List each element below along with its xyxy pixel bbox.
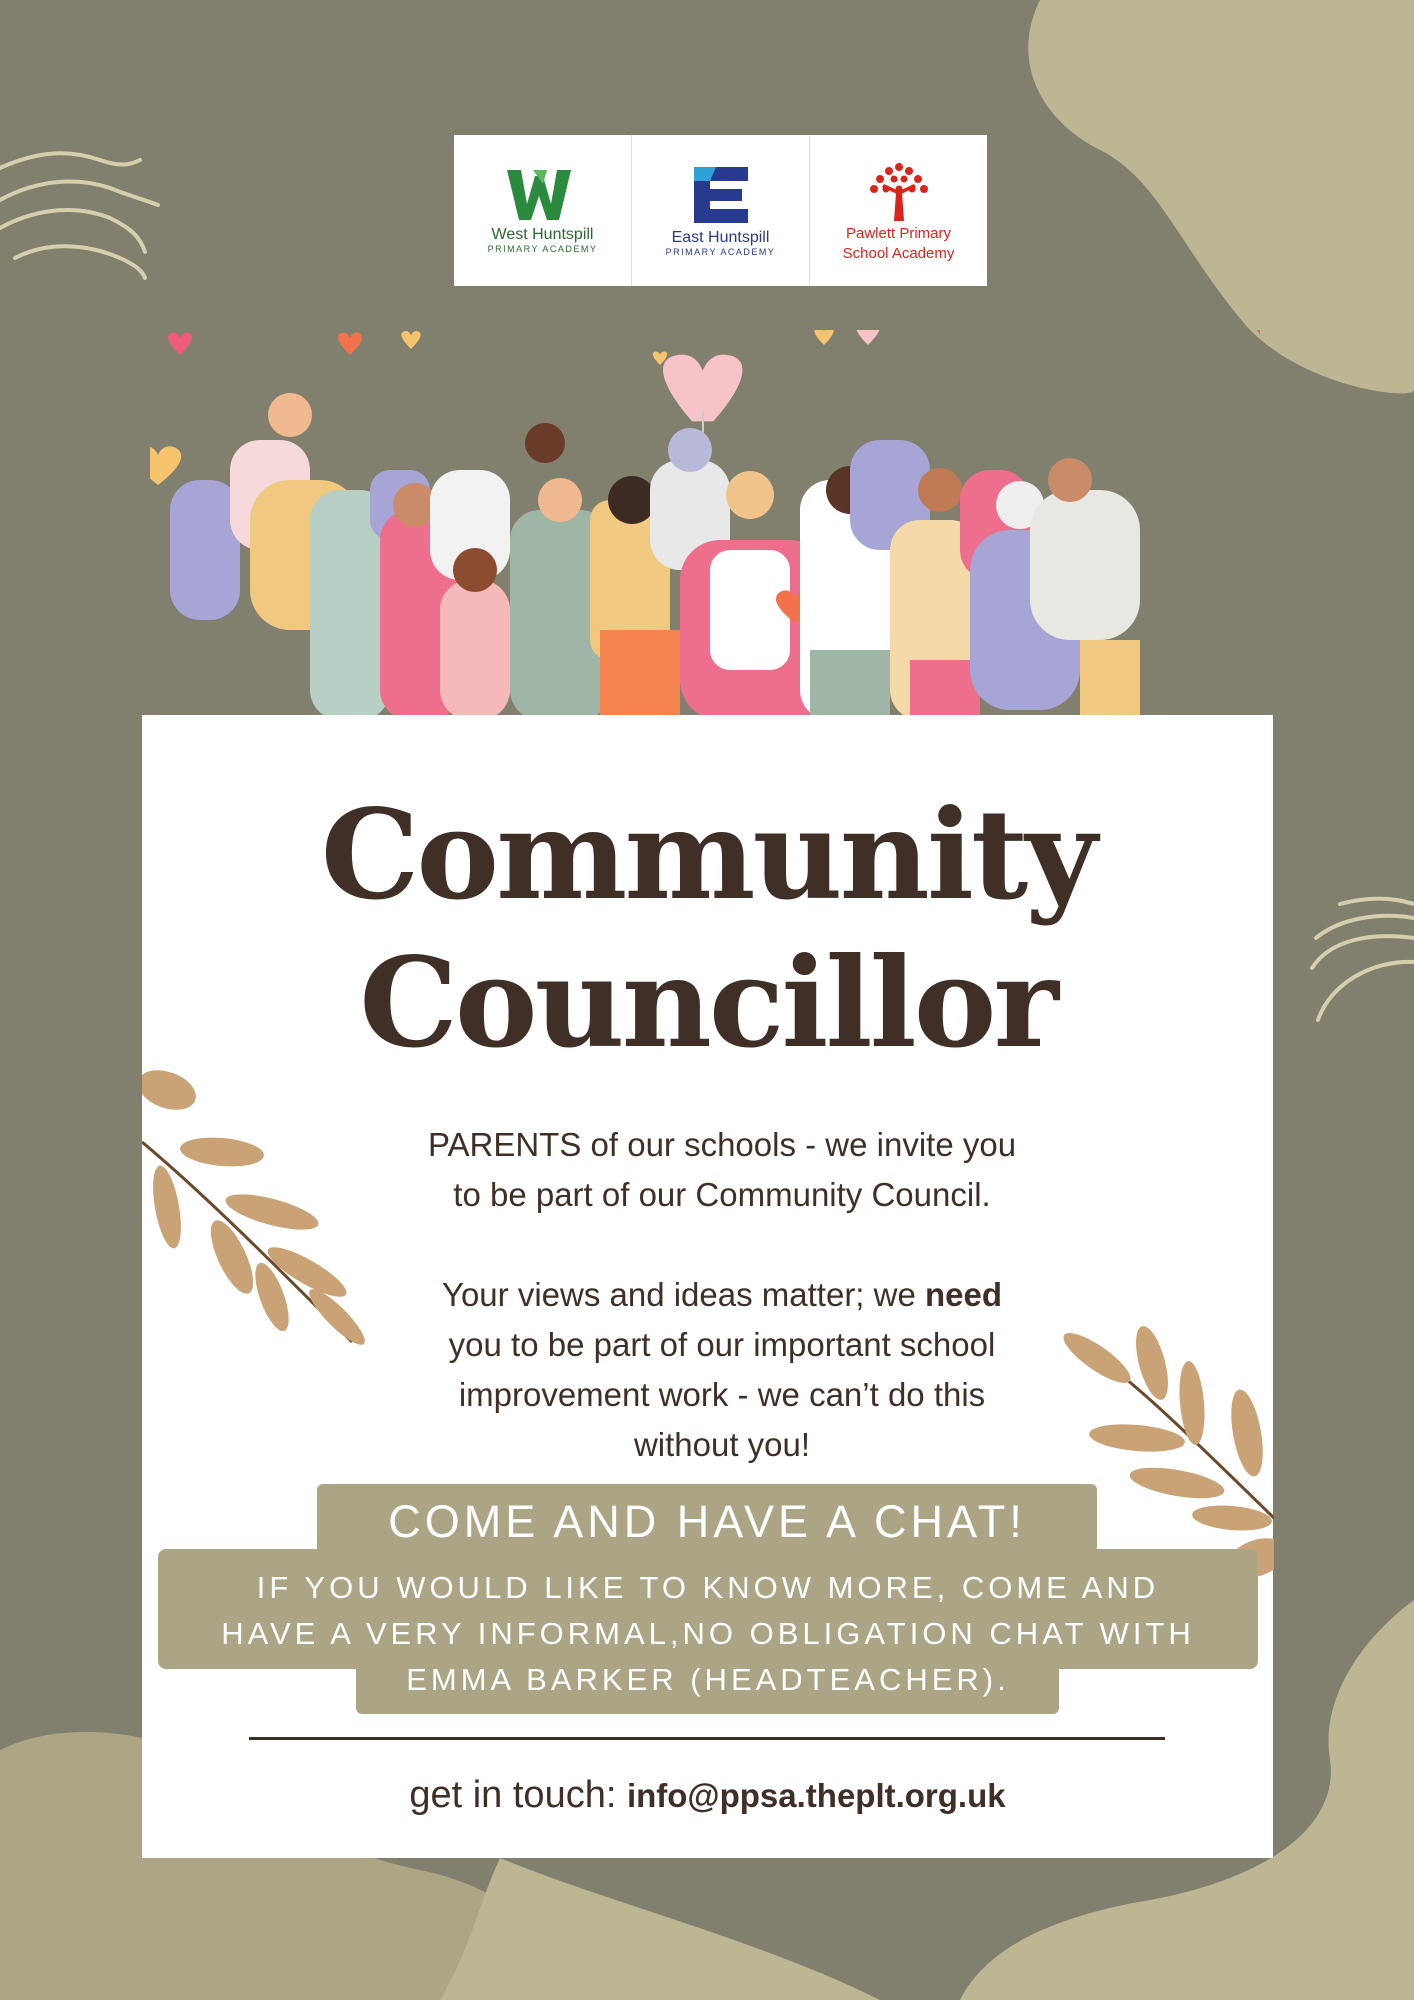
contact-email-link[interactable]: info@ppsa.theplt.org.uk — [626, 1777, 1006, 1814]
logo-name: East Huntspill — [671, 229, 770, 246]
people-group — [170, 393, 1140, 715]
views-line-3: improvement work - we can’t do this — [458, 1376, 986, 1413]
east-huntspill-logo — [632, 135, 810, 286]
contact-line — [142, 1774, 1273, 1817]
views-paragraph — [362, 1270, 1082, 1470]
contact-label: get in touch: — [409, 1774, 627, 1816]
chat-line-1: IF YOU WOULD LIKE TO KNOW MORE, COME AND — [256, 1570, 1160, 1605]
logo-subtitle: PRIMARY ACADEMY — [665, 247, 776, 257]
logo-subtitle: School Academy — [842, 244, 955, 262]
title-line-1: Community — [320, 783, 1095, 928]
views-emphasis: need — [925, 1276, 1003, 1313]
views-line-2: you to be part of our important school — [448, 1326, 996, 1363]
chat-line-3: EMMA BARKER (HEADTEACHER). — [406, 1662, 1010, 1697]
chat-body — [158, 1565, 1258, 1703]
leaf-branch-left — [142, 1062, 367, 1352]
heart-icon — [401, 331, 420, 349]
pawlett-logo — [810, 135, 987, 286]
heart-icon — [338, 332, 362, 355]
divider-line — [249, 1737, 1165, 1740]
chat-heading: COME AND HAVE A CHAT! — [388, 1496, 1026, 1547]
wave-lines-left — [0, 153, 158, 278]
chat-line-2: HAVE A VERY INFORMAL,NO OBLIGATION CHAT WITH — [221, 1616, 1195, 1651]
heart-icon — [814, 330, 833, 345]
wave-lines-right — [1312, 899, 1414, 1020]
heart-icon — [150, 446, 181, 485]
heart-icon — [168, 332, 192, 355]
views-line-1 — [362, 1270, 1082, 1320]
heart-icon — [1247, 330, 1260, 356]
e-letter-icon — [686, 163, 756, 227]
heart-icon — [856, 330, 880, 345]
intro-line-1: PARENTS of our schools - we invite you — [427, 1126, 1017, 1163]
intro-line-2: to be part of our Community Council. — [453, 1176, 991, 1213]
views-line-4: without you! — [633, 1426, 811, 1463]
red-tree-icon — [864, 159, 934, 223]
crowd-illustration — [150, 330, 1260, 715]
intro-paragraph — [362, 1120, 1082, 1220]
views-line-1-text: Your views and ideas matter; we — [441, 1276, 925, 1313]
logo-name: West Huntspill — [491, 226, 594, 243]
page-title — [142, 782, 1273, 1078]
logo-subtitle: PRIMARY ACADEMY — [487, 244, 598, 254]
title-line-2: Councillor — [359, 931, 1056, 1076]
west-huntspill-logo — [454, 135, 632, 286]
school-logos-bar — [454, 135, 987, 286]
w-letter-icon — [503, 166, 583, 224]
logo-name: Pawlett Primary — [845, 224, 952, 242]
bottom-center-blob — [440, 1858, 880, 2000]
